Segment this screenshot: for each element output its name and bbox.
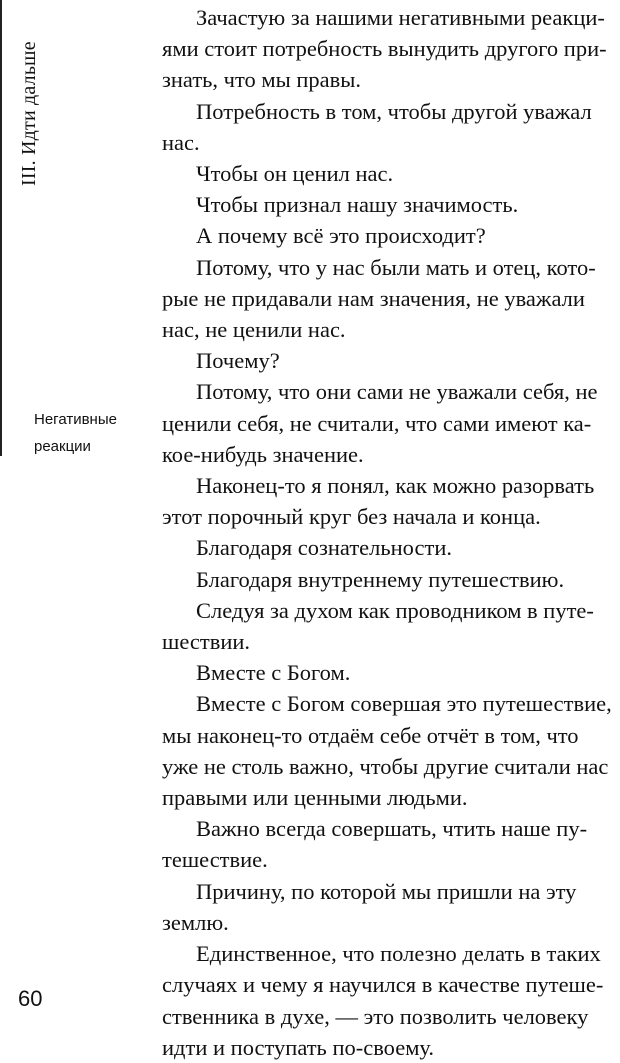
paragraph — [162, 564, 620, 595]
text-line: Почему? — [196, 348, 280, 374]
paragraph — [162, 532, 620, 563]
text-line: Вместе с Богом. — [196, 660, 351, 686]
text-line: случаях и чему я научился в качестве путеше- — [162, 972, 604, 998]
text-line: шествии. — [162, 629, 251, 655]
margin-note-line-2: реакции — [34, 438, 91, 455]
text-line: кое-нибудь значение. — [162, 441, 364, 467]
text-line: Следуя за духом как проводником в путе- — [196, 597, 594, 623]
body-text — [162, 2, 620, 1063]
section-title: III. Идти дальше — [18, 41, 40, 186]
text-line: уже не столь важно, чтобы другие считали нас — [162, 753, 609, 779]
text-line: ценили себя, не считали, что сами имеют ка- — [162, 410, 592, 436]
text-line: Благодаря внутреннему путешествию. — [196, 566, 565, 592]
paragraph — [162, 813, 620, 875]
text-line: Вместе с Богом совершая это путешествие, — [196, 691, 612, 717]
text-line: Потому, что у нас были мать и отец, кото- — [196, 254, 596, 280]
paragraph — [162, 158, 620, 189]
text-line: Потребность в том, чтобы другой уважал — [196, 98, 592, 124]
paragraph — [162, 470, 620, 532]
text-line: Причину, по которой мы пришли на эту — [196, 878, 577, 904]
text-line: ственника в духе, — это позволить человеку — [162, 1003, 589, 1029]
text-line: Единственное, что полезно делать в таких — [196, 941, 601, 967]
paragraph — [162, 2, 620, 96]
section-divider-rule — [0, 0, 2, 456]
paragraph — [162, 376, 620, 470]
paragraph — [162, 252, 620, 346]
text-line: рые не придавали нам значения, не уважали — [162, 285, 585, 311]
text-line: идти и поступать по-своему. — [162, 1034, 435, 1060]
page-number: 60 — [18, 986, 43, 1011]
text-line: нас. — [162, 129, 200, 155]
text-line: знать, что мы правы. — [162, 67, 362, 93]
margin-note — [34, 406, 117, 460]
paragraph — [162, 876, 620, 938]
text-line: Зачастую за нашими негативными реакци- — [196, 5, 605, 30]
margin-note-line-1: Негативные — [34, 411, 117, 428]
text-line: нас, не ценили нас. — [162, 317, 346, 343]
text-line: Важно всегда совершать, чтить наше пу- — [196, 816, 588, 842]
paragraph — [162, 657, 620, 688]
paragraph — [162, 189, 620, 220]
text-line: мы наконец-то отдаём себе отчёт в том, что — [162, 722, 579, 748]
text-line: Благодаря сознательности. — [196, 535, 452, 561]
text-line: землю. — [162, 909, 229, 935]
text-line: А почему всё это происходит? — [196, 223, 486, 249]
paragraph — [162, 595, 620, 657]
paragraph — [162, 96, 620, 158]
text-line: Наконец-то я понял, как можно разорвать — [196, 473, 595, 499]
paragraph — [162, 345, 620, 376]
text-line: этот порочный круг без начала и конца. — [162, 504, 541, 530]
text-line: ями стоит потребность вынудить другого при- — [162, 36, 607, 62]
text-line: Потому, что они сами не уважали себя, не — [196, 379, 598, 405]
paragraph — [162, 220, 620, 251]
text-line: Чтобы признал нашу значимость. — [196, 192, 519, 218]
paragraph — [162, 938, 620, 1063]
text-line: правыми или ценными людьми. — [162, 785, 468, 811]
text-line: Чтобы он ценил нас. — [196, 161, 394, 187]
paragraph — [162, 688, 620, 813]
text-line: тешествие. — [162, 847, 268, 873]
